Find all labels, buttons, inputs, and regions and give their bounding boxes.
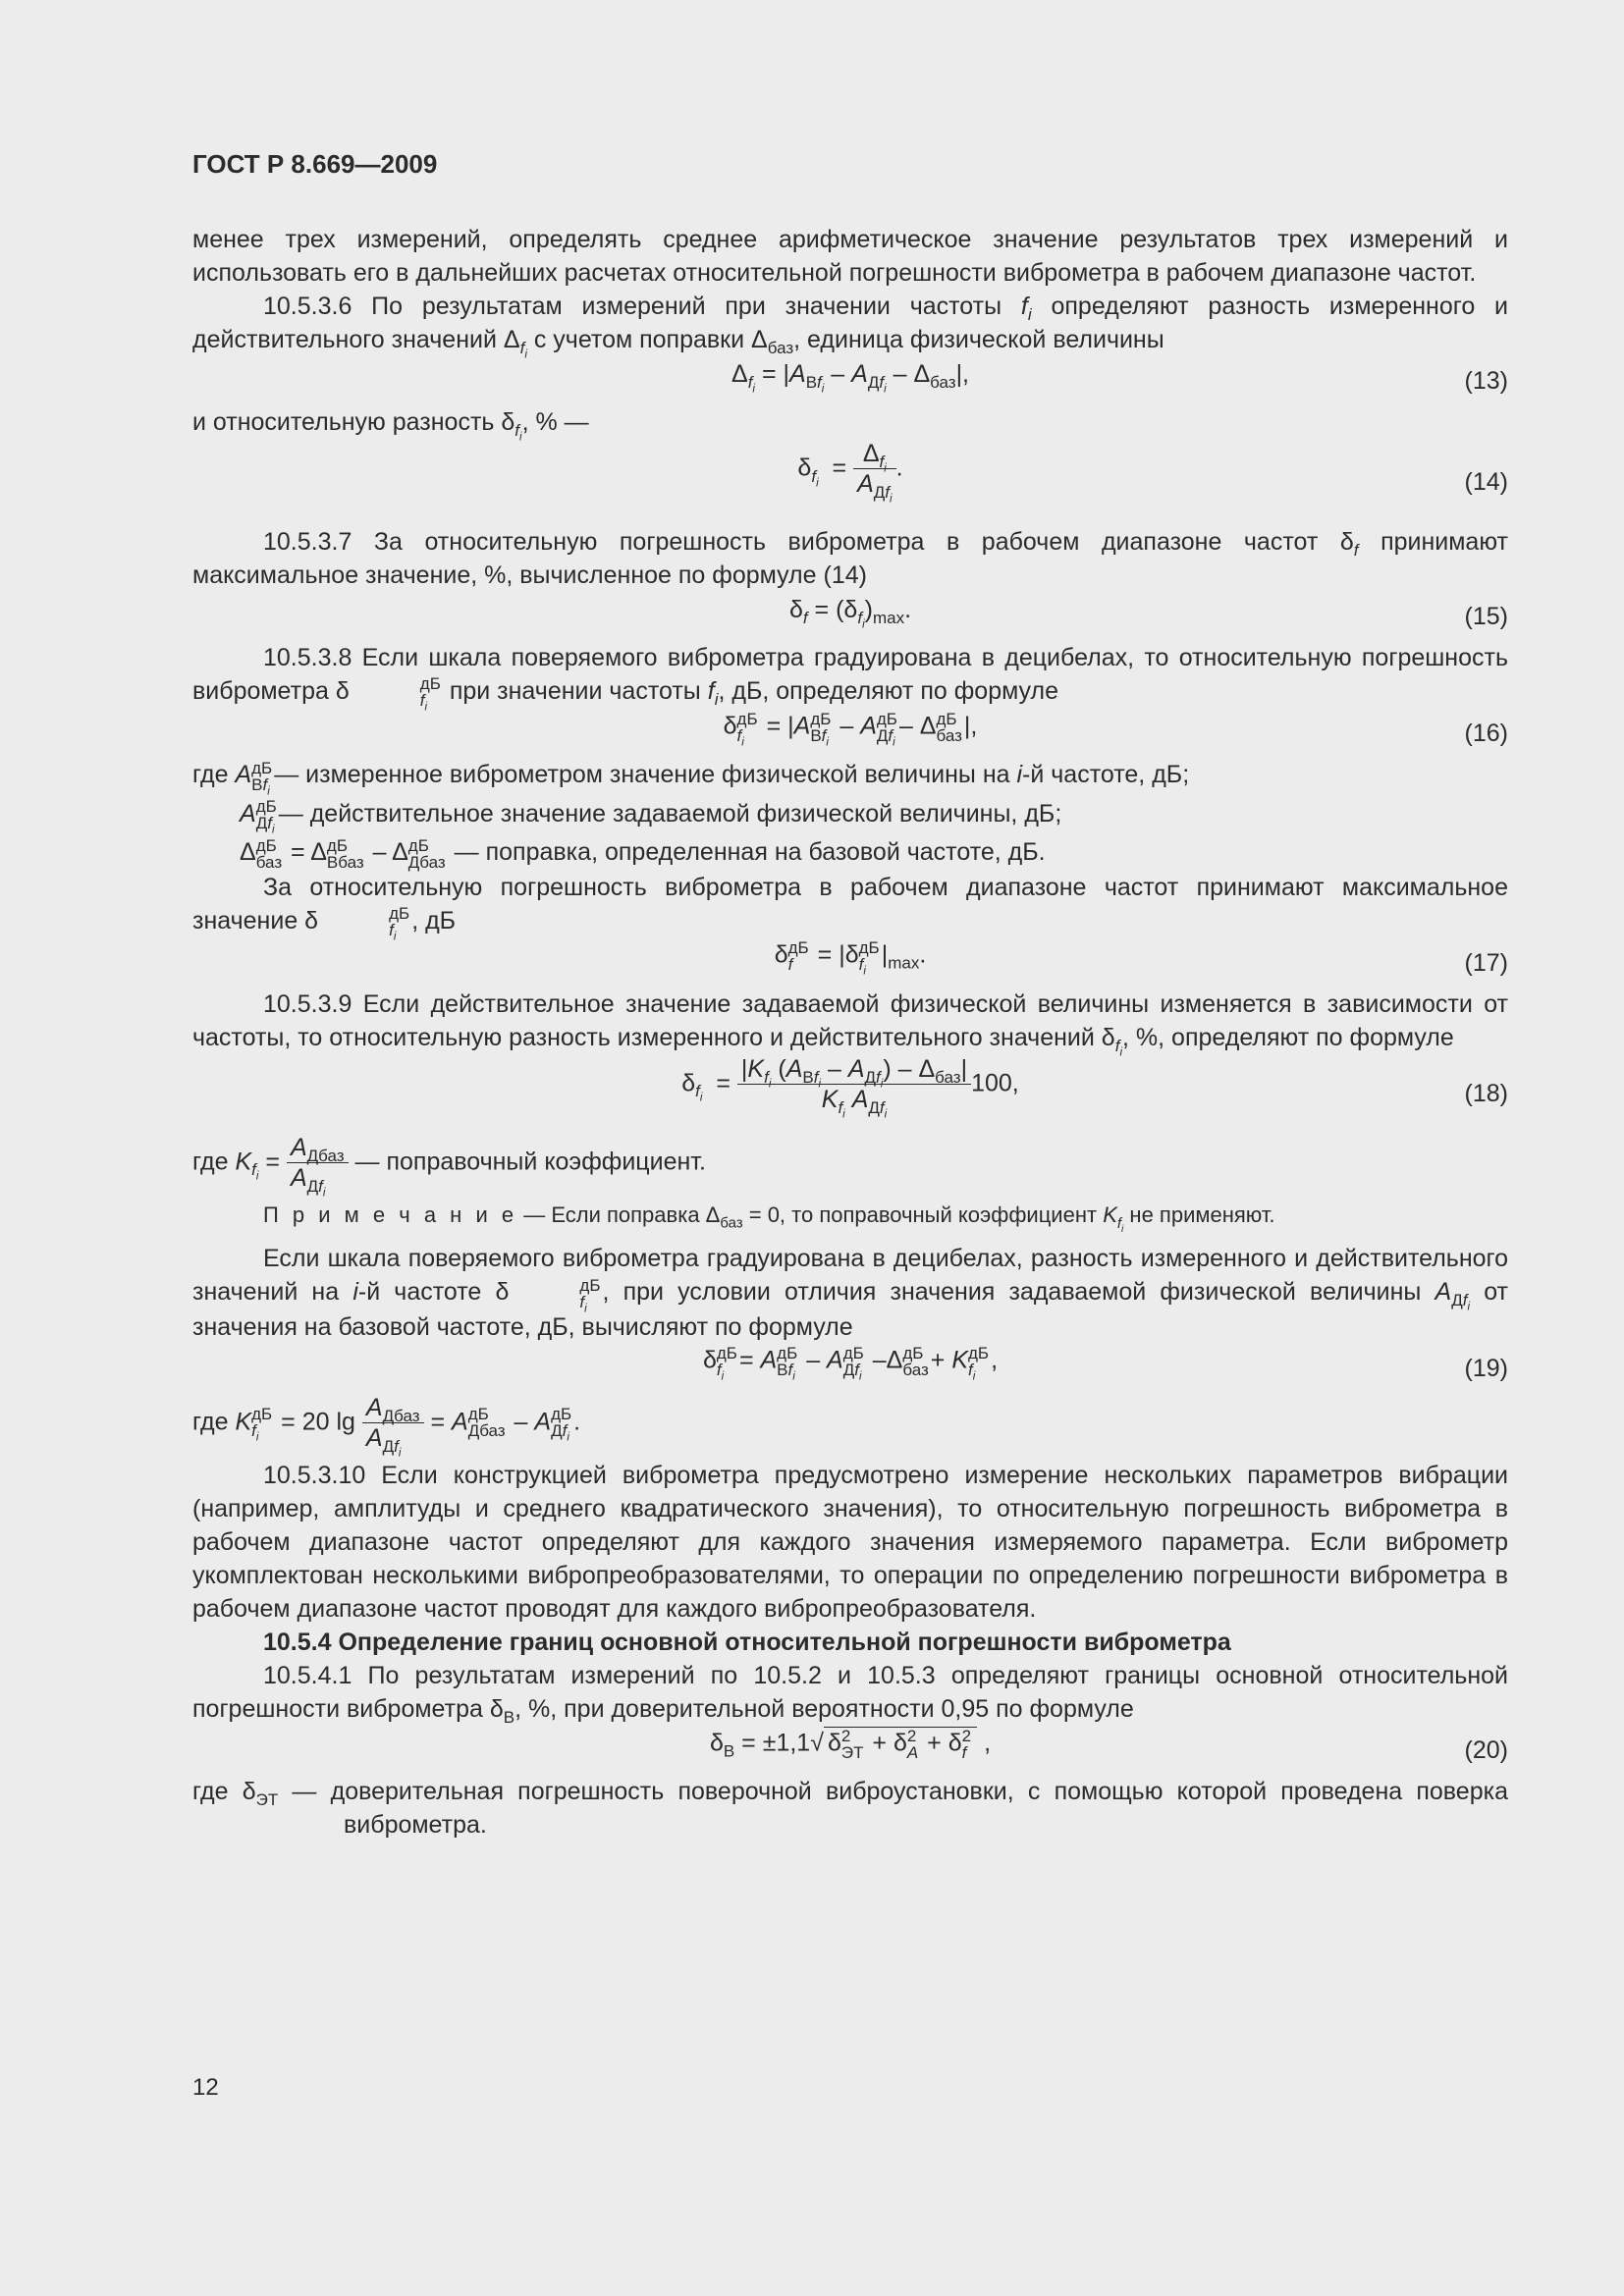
equation-number: (15) <box>1464 603 1508 630</box>
where-line: где $K_{f_i}$ = $\frac{A_{Дбаз}}{A_{Дf_i}}$ — поправочный коэффициент. <box>192 1133 706 1200</box>
paragraph-10-5-3-8: 10.5.3.8 Если шкала поверяемого виброметра градуирована в децибелах, то относительную погрешность виброметра δ дБ $f_i$ при значении частоты $f_i$, дБ, определяют по формуле <box>192 644 1508 714</box>
where-line: где K дБ $f_i$ = 20 lg $\frac{A_{Дбаз}}{A_{Дf_i}}$ = A дБ Дбаз – A дБ $Дf_i$ . <box>192 1393 581 1460</box>
where-line: A дБ $Дf_i$ — действительное значение задаваемой физической величины, дБ; <box>240 797 1062 836</box>
equation-number: (18) <box>1464 1079 1508 1107</box>
paragraph-10-5-4-1: 10.5.4.1 По результатам измерений по 10.5.2 и 10.5.3 определяют границы основной относительной погрешности виброметра $\delta_В$, %, при доверительной вероятности 0,95 по формуле <box>192 1662 1508 1728</box>
equation-number: (14) <box>1464 468 1508 496</box>
equation-16: δ дБ $f_i$ = |A дБ $Вf_i$ – A дБ $Дf_i$ – Δ дБ баз |, (16) <box>192 709 1508 758</box>
paragraph-10-5-3-10: 10.5.3.10 Если конструкцией виброметра предусмотрено измерение нескольких параметров вибрации (например, амплитуды и среднего квадратического значения), то относительную погрешность виброметра в рабочем диапазоне частот определяют для каждого значения измеряемого параметра. Если виброметр укомплектован несколькими вибропреобразователями, то операции по определению погрешности виброметра в рабочем диапазоне частот проводят для каждого вибропреобразователя. <box>192 1462 1508 1624</box>
equation-13: $\Delta_{f_i} = |A_{Вf_i} - A_{Дf_i} - \Delta_{баз}|$, (13) <box>192 356 1508 405</box>
where-line: где A дБ $Вf_i$ — измеренное виброметром значение физической величины на i-й частоте, дБ; <box>192 758 1190 798</box>
equation-19: δ дБ $f_i$ = A дБ $Вf_i$ – A дБ $Дf_i$ –Δ дБ баз + K дБ $f_i$ , (19) <box>192 1344 1508 1393</box>
paragraph: Если шкала поверяемого виброметра градуирована в децибелах, разность измеренного и действительного значений на i-й частоте δ дБ $f_i$ , при условии отличия значения задаваемой физической величины $A_{Дf_i}$ от значения на базовой частоте, дБ, вычисляют по формуле <box>192 1245 1509 1341</box>
section-heading: 10.5.4 Определение границ основной относительной погрешности виброметра <box>263 1629 1231 1657</box>
paragraph-10-5-3-7: 10.5.3.7 За относительную погрешность виброметра в рабочем диапазоне частот $\delta_f$ принимают максимальное значение, %, вычисленное по формуле (14) <box>192 528 1508 589</box>
equation-20: $\delta_В = \pm 1,1√$ δ 2 ЭТ + δ 2 A + δ 2 f , (20) <box>192 1726 1508 1775</box>
where-line: Δ дБ баз = Δ дБ Вбаз – Δ дБ Дбаз — поправка, определенная на базовой частоте, дБ. <box>240 835 1046 872</box>
page-header: ГОСТ Р 8.669—2009 <box>192 149 438 179</box>
equation-18: $\delta_{f_i}$ = $\frac{|K_{f_i} (A_{Вf_i} - A_{Дf_i}) - \Delta_{баз}|}{K_{f_i} A_{Дf_i}}$ 100, (18) <box>681 1054 1508 1121</box>
equation-14: $\delta_{f_i}$ = $\frac{\Delta_{f_i}}{A_{Дf_i}}$ . (14) <box>797 440 1508 506</box>
page-number: 12 <box>192 2074 219 2101</box>
equation-number: (17) <box>1464 948 1508 977</box>
equation-15: $\delta_f = (\delta_{f_i})_{max}$. (15) <box>192 592 1508 641</box>
equation-number: (20) <box>1464 1736 1508 1765</box>
equation-number: (16) <box>1464 720 1508 748</box>
paragraph-10-5-3-6: 10.5.3.6 По результатам измерений при значении частоты $f_i$ определяют разность измеренного и действительного значений $\Delta_{f_i}$ с учетом поправки $\Delta_{баз}$, единица физической величины <box>192 293 1509 361</box>
where-line: где $\delta_{ЭТ}$ — доверительная погрешность поверочной виброустановки, с помощью которой проведена поверка виброметра. <box>192 1778 1508 1840</box>
paragraph: менее трех измерений, определять среднее арифметическое значение результатов трех измерений и использовать его в дальнейших расчетах относительной погрешности виброметра в рабочем диапазоне частот. <box>192 226 1508 287</box>
equation-number: (19) <box>1464 1354 1508 1382</box>
equation-17: δ дБ f = |δ дБ $f_i$ $|_{max}$. (17) <box>192 938 1508 988</box>
equation-number: (13) <box>1464 367 1508 395</box>
paragraph: За относительную погрешность виброметра в рабочем диапазоне частот принимают максимальное значение δ дБ $f_i$ , дБ <box>192 873 1508 943</box>
note: П р и м е ч а н и е — Если поправка $\Delta_{баз} = 0$, то поправочный коэффициент $K_{f_i}$ не применяют. <box>263 1202 1275 1235</box>
paragraph: и относительную разность $\delta_{f_i}$, % — <box>192 408 589 444</box>
paragraph-10-5-3-9: 10.5.3.9 Если действительное значение задаваемой физической величины изменяется в зависимости от частоты, то относительную разность измеренного и действительного значений $\delta_{f_i}$, %, определяют по формуле <box>192 989 1508 1059</box>
page-content <box>192 223 1508 1842</box>
